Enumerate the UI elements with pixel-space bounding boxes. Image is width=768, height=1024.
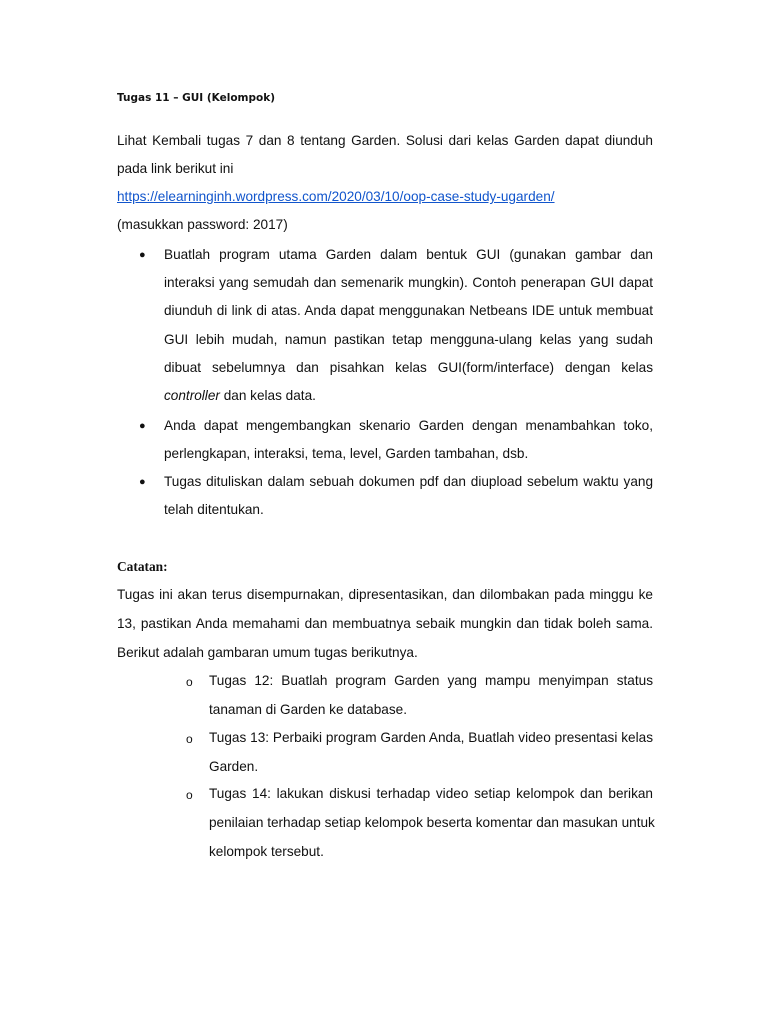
solution-link[interactable] bbox=[117, 189, 653, 205]
notes-line-3: Berikut adalah gambaran umum tugas berikutnya. bbox=[117, 645, 418, 660]
bullet-1-line-3: diunduh di link di atas. Anda dapat menggunakan Netbeans IDE untuk membuat bbox=[164, 303, 653, 318]
sub-item-3-line-2: penilaian terhadap setiap kelompok beserta komentar dan masukan untuk bbox=[209, 815, 655, 830]
bullet-1-line-4: GUI lebih mudah, namun pastikan tetap mengguna-ulang kelas yang sudah bbox=[164, 332, 653, 347]
bullet-icon: ● bbox=[139, 420, 146, 432]
solution-link-text[interactable]: https://elearninginh.wordpress.com/2020/03/10/oop-case-study-ugarden/ bbox=[117, 189, 555, 204]
sub-item-2-line-2: Garden. bbox=[209, 759, 259, 774]
sub-item-3-line-3: kelompok tersebut. bbox=[209, 844, 324, 859]
bullet-1-line-5: dibuat sebelumnya dan pisahkan kelas GUI(form/interface) dengan kelas bbox=[164, 360, 653, 375]
bullet-3-line-2: telah ditentukan. bbox=[164, 502, 264, 517]
bullet-3-line-1: Tugas dituliskan dalam sebuah dokumen pdf dan diupload sebelum waktu yang bbox=[164, 474, 653, 489]
sub-bullet-icon: o bbox=[186, 788, 193, 802]
bullet-icon: ● bbox=[139, 249, 146, 261]
sub-item-1-line-1: Tugas 12: Buatlah program Garden yang mampu menyimpan status bbox=[209, 673, 653, 688]
sub-item-3-line-1: Tugas 14: lakukan diskusi terhadap video setiap kelompok dan berikan bbox=[209, 786, 653, 801]
password-note: (masukkan password: 2017) bbox=[117, 217, 288, 232]
intro-line-2: pada link berikut ini bbox=[117, 161, 234, 176]
bullet-2-line-1: Anda dapat mengembangkan skenario Garden dengan menambahkan toko, bbox=[164, 418, 653, 433]
sub-item-2-line-1: Tugas 13: Perbaiki program Garden Anda, Buatlah video presentasi kelas bbox=[209, 730, 653, 745]
notes-line-2: 13, pastikan Anda memahami dan membuatnya sebaik mungkin dan tidak boleh sama. bbox=[117, 616, 653, 631]
sub-bullet-icon: o bbox=[186, 732, 193, 746]
bullet-2-line-2: perlengkapan, interaksi, tema, level, Garden tambahan, dsb. bbox=[164, 446, 529, 461]
bullet-icon: ● bbox=[139, 476, 146, 488]
bullet-1-line-1: Buatlah program utama Garden dalam bentuk GUI (gunakan gambar dan bbox=[164, 247, 653, 262]
page-title: Tugas 11 – GUI (Kelompok) bbox=[117, 92, 276, 104]
controller-term: controller bbox=[164, 388, 220, 403]
notes-heading: Catatan: bbox=[117, 559, 168, 574]
bullet-1-line-6-rest: dan kelas data. bbox=[219, 388, 316, 403]
intro-line-1: Lihat Kembali tugas 7 dan 8 tentang Garden. Solusi dari kelas Garden dapat diunduh bbox=[117, 133, 653, 148]
sub-bullet-icon: o bbox=[186, 675, 193, 689]
notes-line-1: Tugas ini akan terus disempurnakan, dipresentasikan, dan dilombakan pada minggu ke bbox=[117, 587, 653, 602]
bullet-1-line-6 bbox=[164, 388, 653, 404]
bullet-1-line-2: interaksi yang semudah dan semenarik mungkin). Contoh penerapan GUI dapat bbox=[164, 275, 653, 290]
sub-item-1-line-2: tanaman di Garden ke database. bbox=[209, 702, 407, 717]
